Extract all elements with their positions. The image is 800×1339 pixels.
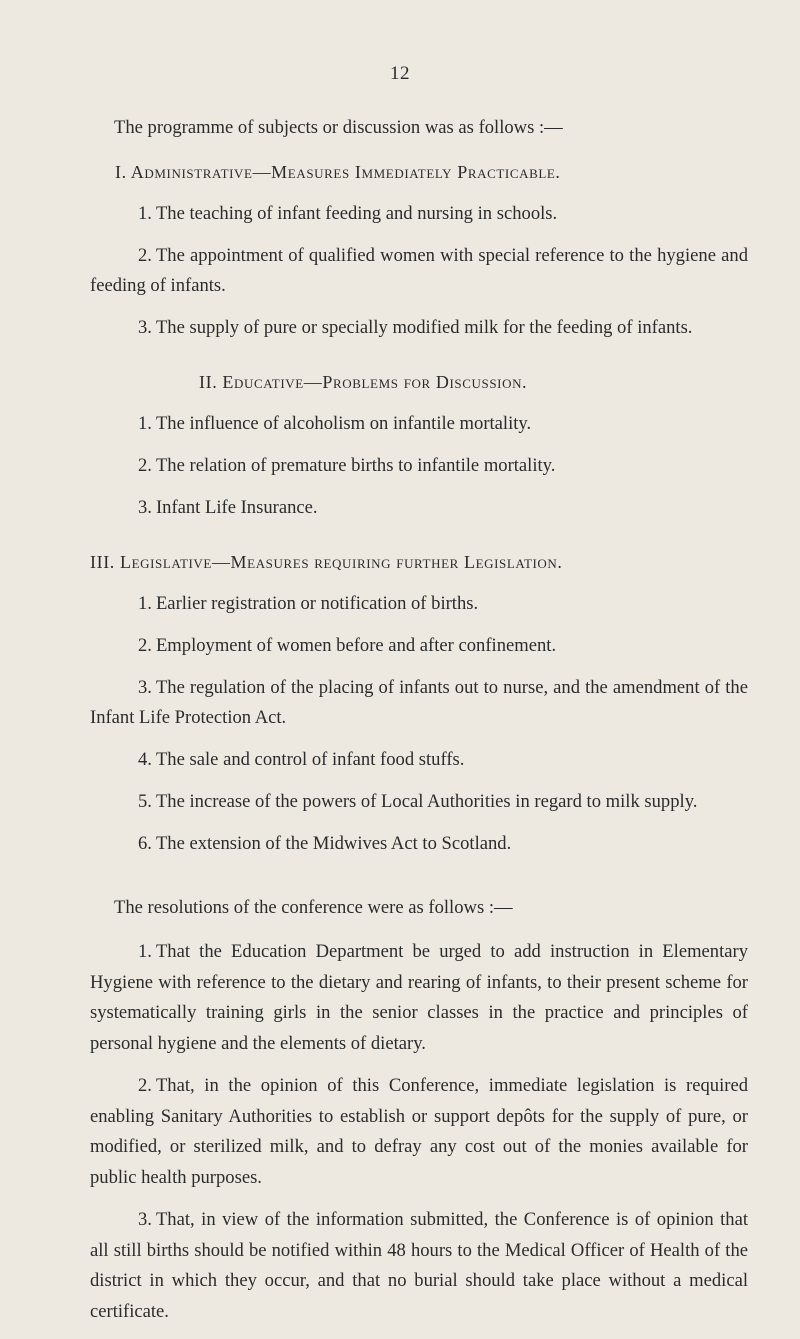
item-number: 2. xyxy=(138,245,152,266)
item-text: Infant Life Insurance. xyxy=(155,497,318,518)
item-number: 3. xyxy=(138,677,152,698)
item-text: The supply of pure or specially modified milk for the feeding of infants. xyxy=(155,317,693,338)
list-item xyxy=(90,409,748,439)
section-heading-legislative: III. Legislative—Measures requiring further Legislation. xyxy=(90,552,563,572)
list-item xyxy=(90,199,748,229)
resolution-item xyxy=(90,937,748,1059)
item-number: 4. xyxy=(138,749,152,770)
list-item xyxy=(90,313,748,343)
programme-intro: The programme of subjects or discussion was as follows :— xyxy=(114,117,563,138)
item-number: 3. xyxy=(138,317,152,338)
resolution-text: That the Education Department be urged to add instruction in Elementary Hygiene with reference to the dietary and rearing of infants, to their present scheme for systematically training girls in the senior classes in the practice and principles of personal hygiene and the elements of dietary. xyxy=(90,941,748,1054)
section-heading-educative: II. Educative—Problems for Discussion. xyxy=(199,372,528,392)
item-text: The teaching of infant feeding and nursing in schools. xyxy=(155,203,558,224)
resolution-item xyxy=(90,1205,748,1327)
resolution-number: 1. xyxy=(138,941,152,962)
item-number: 2. xyxy=(138,455,152,476)
resolution-number: 3. xyxy=(138,1209,152,1230)
item-number: 1. xyxy=(138,203,152,224)
item-text: The influence of alcoholism on infantile mortality. xyxy=(155,413,532,434)
item-text: The regulation of the placing of infants out to nurse, and the amendment of the Infant Life Protection Act. xyxy=(90,677,748,728)
item-number: 2. xyxy=(138,635,152,656)
list-item xyxy=(90,589,748,619)
item-text: The extension of the Midwives Act to Scotland. xyxy=(155,833,512,854)
resolution-item xyxy=(90,1071,748,1193)
item-number: 5. xyxy=(138,791,152,812)
item-text: The appointment of qualified women with special reference to the hygiene and feeding of infants. xyxy=(90,245,748,296)
resolution-text: That, in the opinion of this Conference, immediate legislation is required enabling Sanitary Authorities to establish or support depôts for the supply of pure, or modified, or sterilized milk, and to defray any cost out of the monies available for public health purposes. xyxy=(90,1075,748,1188)
list-item xyxy=(90,673,748,733)
list-item xyxy=(90,787,748,817)
item-number: 1. xyxy=(138,593,152,614)
item-text: The relation of premature births to infantile mortality. xyxy=(155,455,556,476)
section-heading-administrative: I. Administrative—Measures Immediately Practicable. xyxy=(115,162,561,182)
document-body xyxy=(90,113,748,1339)
resolutions-intro: The resolutions of the conference were as follows :— xyxy=(114,897,513,918)
item-text: The sale and control of infant food stuffs. xyxy=(155,749,465,770)
list-item xyxy=(90,241,748,301)
item-number: 3. xyxy=(138,497,152,518)
resolution-text: That, in view of the information submitted, the Conference is of opinion that all still births should be notified within 48 hours to the Medical Officer of Health of the district in which they occur, and that no burial should take place without a medical certificate. xyxy=(90,1209,748,1322)
item-text: Earlier registration or notification of births. xyxy=(155,593,479,614)
item-number: 6. xyxy=(138,833,152,854)
item-text: Employment of women before and after confinement. xyxy=(155,635,557,656)
resolution-number: 2. xyxy=(138,1075,152,1096)
list-item xyxy=(90,745,748,775)
item-number: 1. xyxy=(138,413,152,434)
page-number: 12 xyxy=(390,63,410,84)
list-item xyxy=(90,631,748,661)
list-item xyxy=(90,451,748,481)
item-text: The increase of the powers of Local Authorities in regard to milk supply. xyxy=(155,791,698,812)
list-item xyxy=(90,493,748,523)
list-item xyxy=(90,829,748,859)
